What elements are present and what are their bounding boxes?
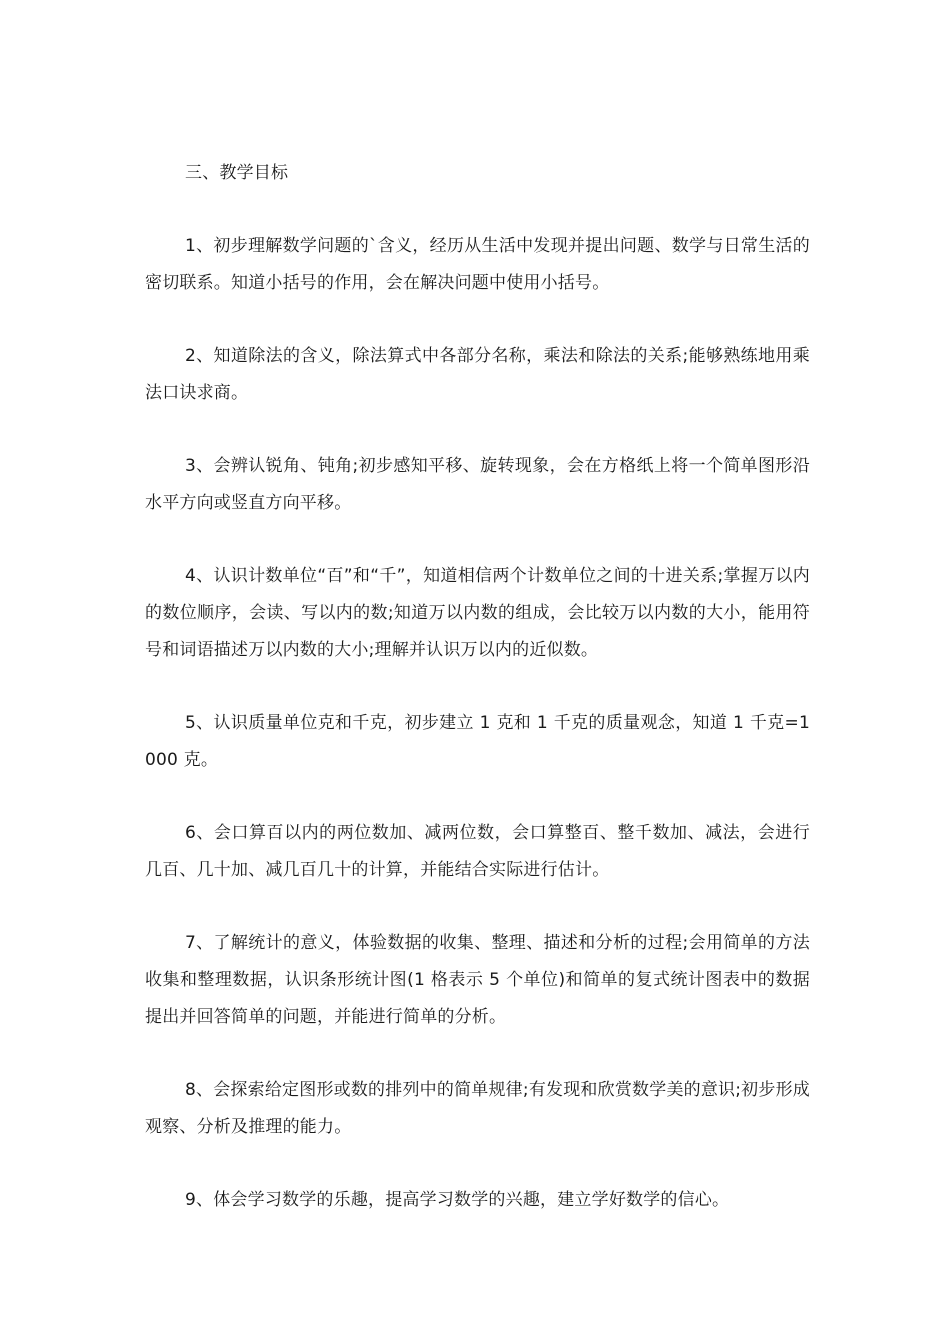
objective-paragraph-5: 5、认识质量单位克和千克，初步建立 1 克和 1 千克的质量观念，知道 1 千克=1000 克。 <box>145 713 810 770</box>
objective-paragraph-9: 9、体会学习数学的乐趣，提高学习数学的兴趣，建立学好数学的信心。 <box>185 1190 730 1210</box>
section-title: 三、教学目标 <box>185 163 289 183</box>
objective-paragraph-1: 1、初步理解数学问题的`含义，经历从生活中发现并提出问题、数学与日常生活的密切联系。知道小括号的作用，会在解决问题中使用小括号。 <box>145 236 810 293</box>
objective-paragraph-7: 7、了解统计的意义，体验数据的收集、整理、描述和分析的过程;会用简单的方法收集和整理数据，认识条形统计图(1 格表示 5 个单位)和简单的复式统计图表中的数据提出并回答简单的问题，并能进行简单的分析。 <box>145 933 810 1027</box>
objective-paragraph-4: 4、认识计数单位“百”和“千”，知道相信两个计数单位之间的十进关系;掌握万以内的数位顺序，会读、写以内的数;知道万以内数的组成，会比较万以内数的大小，能用符号和词语描述万以内数的大小;理解并认识万以内的近似数。 <box>145 566 810 660</box>
objective-paragraph-2: 2、知道除法的含义，除法算式中各部分名称，乘法和除法的关系;能够熟练地用乘法口诀求商。 <box>145 346 810 403</box>
objective-paragraph-8: 8、会探索给定图形或数的排列中的简单规律;有发现和欣赏数学美的意识;初步形成观察、分析及推理的能力。 <box>145 1080 810 1137</box>
document-body <box>145 155 810 1255</box>
objective-paragraph-3: 3、会辨认锐角、钝角;初步感知平移、旋转现象，会在方格纸上将一个简单图形沿水平方向或竖直方向平移。 <box>145 456 810 513</box>
objective-paragraph-6: 6、会口算百以内的两位数加、减两位数，会口算整百、整千数加、减法，会进行几百、几十加、减几百几十的计算，并能结合实际进行估计。 <box>145 823 810 880</box>
